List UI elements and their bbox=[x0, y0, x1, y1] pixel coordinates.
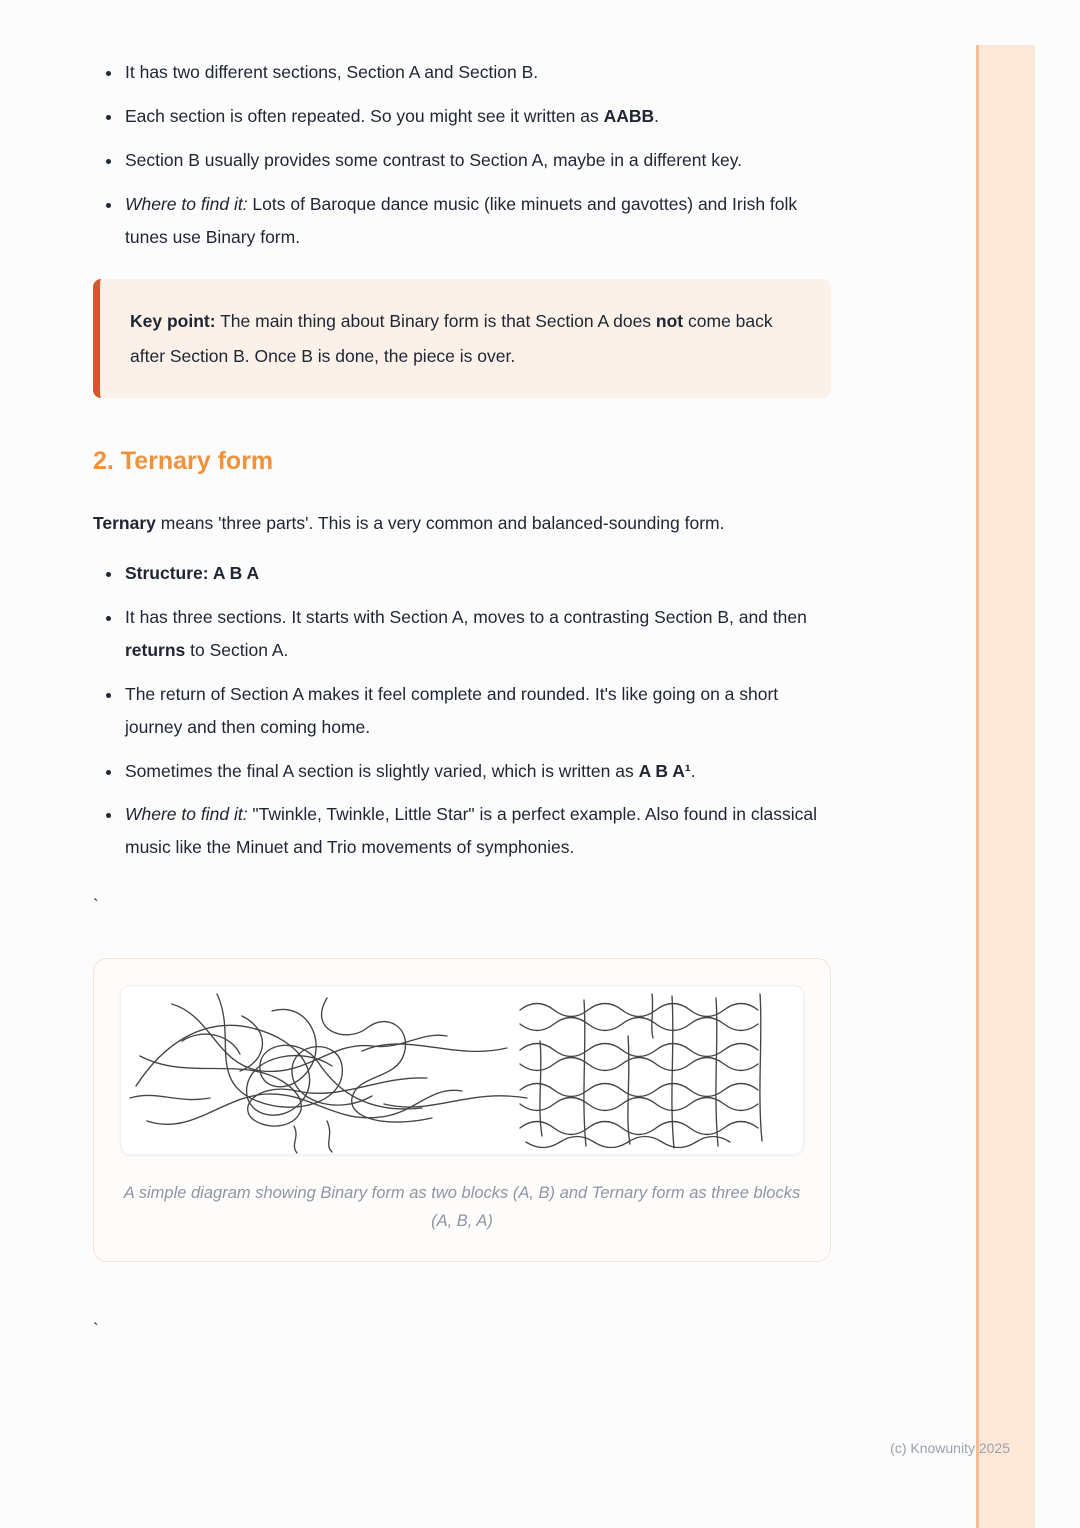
text-run: not bbox=[655, 311, 684, 332]
text-run: The main thing about Binary form is that Section A does bbox=[215, 311, 656, 332]
text-run: Each section is often repeated. So you might see it written as bbox=[125, 105, 604, 126]
text-run: Where to find it: bbox=[125, 804, 248, 825]
list-item bbox=[123, 678, 831, 744]
text-run: Key point: bbox=[130, 311, 216, 332]
ternary-bullet-list bbox=[93, 557, 831, 864]
binary-bullet-list bbox=[93, 56, 831, 253]
text-run: It has two different sections, Section A and Section B. bbox=[125, 62, 539, 82]
list-item bbox=[123, 798, 831, 864]
figure-card bbox=[93, 958, 831, 1262]
list-item bbox=[123, 188, 831, 254]
list-item bbox=[123, 557, 831, 590]
text-run: Sometimes the final A section is slightly varied, which is written as bbox=[125, 760, 639, 781]
key-point-callout bbox=[93, 279, 831, 397]
binary-tangle-sketch bbox=[130, 994, 527, 1153]
stray-backtick: ` bbox=[93, 896, 99, 916]
text-run: Ternary bbox=[93, 512, 156, 533]
section-heading-ternary: 2. Ternary form bbox=[93, 446, 274, 475]
list-item bbox=[123, 755, 831, 788]
list-item bbox=[123, 144, 831, 177]
list-item bbox=[123, 100, 831, 133]
text-run: The return of Section A makes it feel complete and rounded. It's like going on a short journey and then coming home. bbox=[125, 683, 779, 737]
copyright-watermark: (c) Knowunity 2025 bbox=[890, 1440, 1010, 1456]
text-run: It has three sections. It starts with Section A, moves to a contrasting Section B, and then bbox=[125, 606, 807, 627]
figure-caption: A simple diagram showing Binary form as two blocks (A, B) and Ternary form as three blocks (A, B, A) bbox=[123, 1184, 801, 1231]
text-run: to Section A. bbox=[185, 639, 289, 660]
list-item bbox=[123, 56, 831, 89]
scribble-diagram-image bbox=[120, 985, 804, 1155]
ternary-weave-sketch bbox=[520, 994, 762, 1148]
text-run: . bbox=[654, 105, 660, 126]
text-run: Where to find it: bbox=[125, 193, 248, 214]
stray-backtick: ` bbox=[93, 1320, 99, 1340]
text-run: Section B usually provides some contrast to Section A, maybe in a different key. bbox=[125, 149, 743, 170]
text-run: returns bbox=[125, 639, 186, 660]
text-run: . bbox=[690, 760, 696, 781]
ternary-intro-paragraph bbox=[93, 507, 831, 540]
text-run: A B A¹ bbox=[638, 760, 691, 781]
list-item bbox=[123, 601, 831, 667]
text-run: means 'three parts'. This is a very common and balanced-sounding form. bbox=[155, 512, 725, 533]
page-edge-strip bbox=[976, 45, 1035, 1528]
text-run: Lots of Baroque dance music (like minuets and gavottes) and Irish folk tunes use Binary form. bbox=[125, 193, 798, 247]
text-run: AABB bbox=[603, 105, 655, 126]
text-run: come back after Section B. Once B is done, the piece is over. bbox=[130, 311, 773, 366]
text-run: "Twinkle, Twinkle, Little Star" is a perfect example. Also found in classical music like the Minuet and Trio movements of symphonies. bbox=[125, 804, 818, 858]
document-body bbox=[93, 56, 831, 1340]
text-run: Structure: A B A bbox=[125, 563, 260, 584]
